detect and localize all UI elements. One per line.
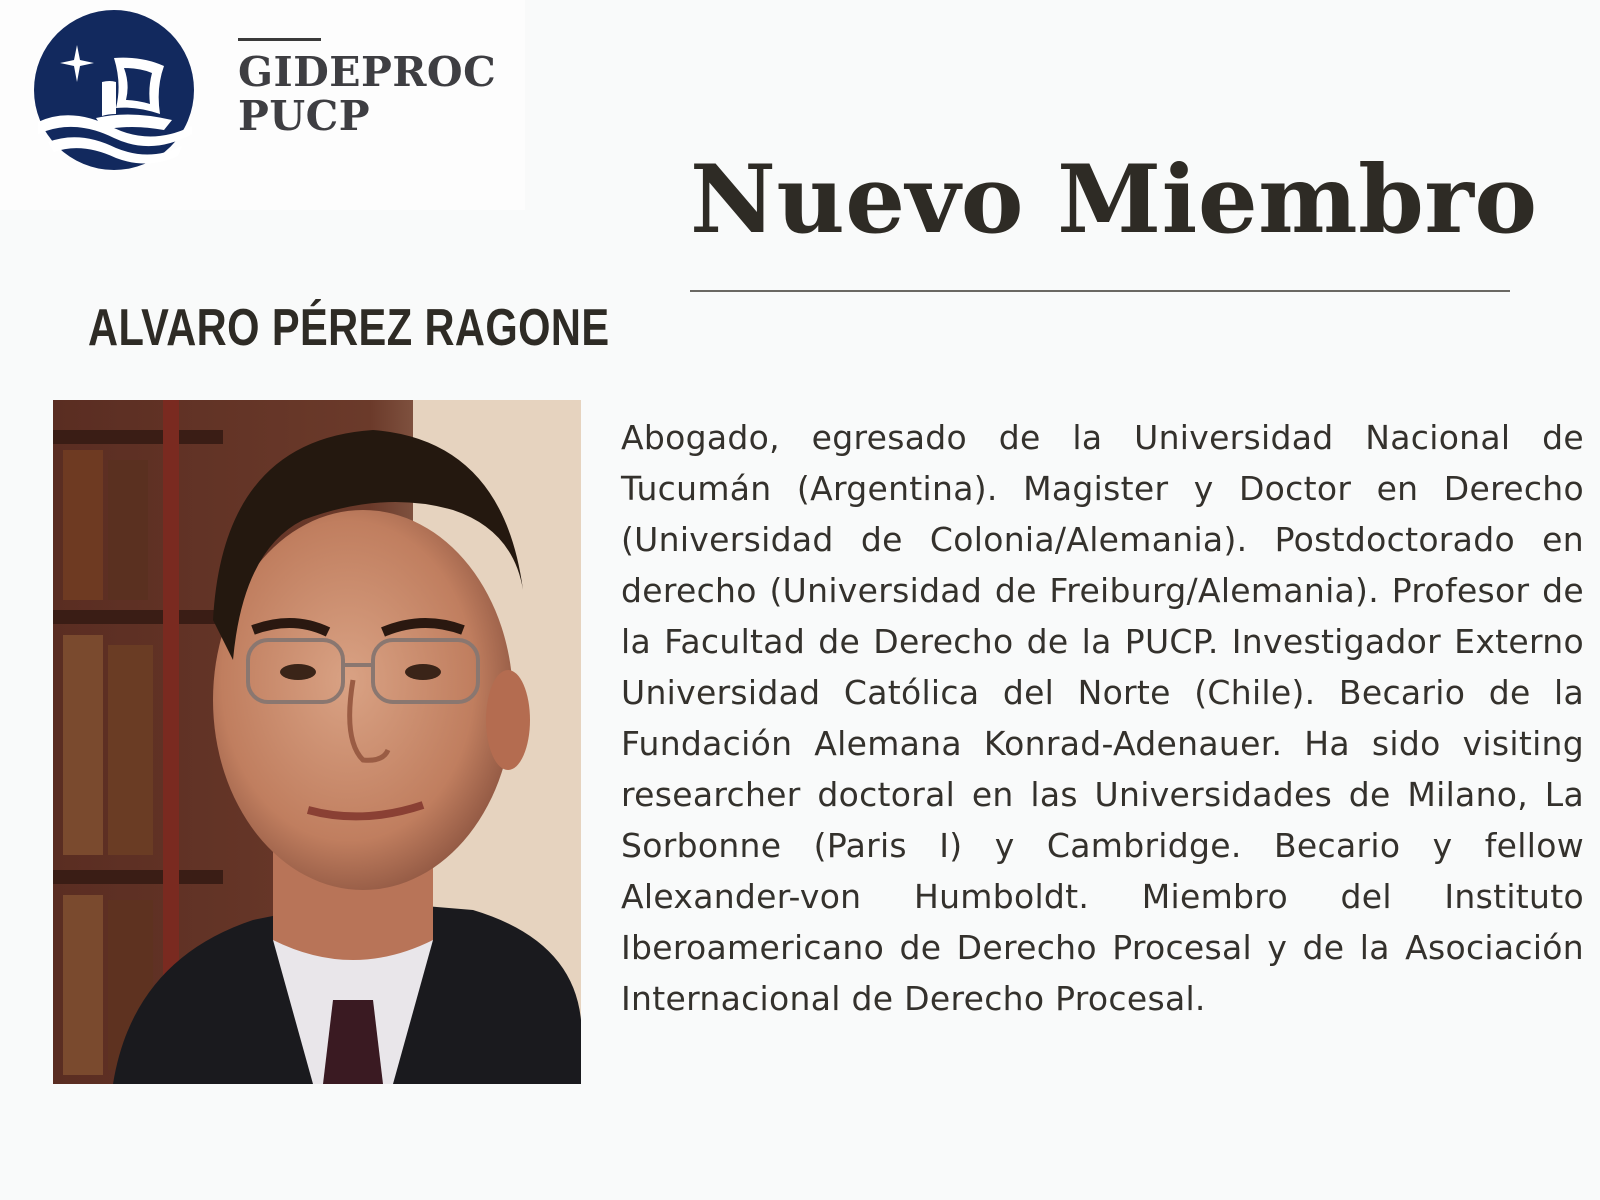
page-title: Nuevo Miembro — [690, 145, 1538, 255]
logo-divider — [238, 38, 321, 41]
ship-star-emblem-icon — [32, 10, 197, 175]
logo-block — [0, 0, 525, 210]
logo-line-2: PUCP — [238, 92, 371, 140]
member-name: ALVARO PÉREZ RAGONE — [88, 299, 610, 357]
logo-wordmark — [238, 50, 496, 138]
member-bio: Abogado, egresado de la Universidad Nacional de Tucumán (Argentina). Magister y Doctor en Derecho (Universidad de Colonia/Alemania). Postdoctorado en derecho (Universidad de Freiburg/Alemania). Profesor de la Facultad de Derecho de la PUCP. Investigador Externo Universidad Católica del Norte (Chile). Becario de la Fundación Alemana Konrad-Adenauer. Ha sido visiting researcher doctoral en las Universidades de Milano, La Sorbonne (Paris I) y Cambridge. Becario y fellow Alexander-von Humboldt. Miembro del Instituto Iberoamericano de Derecho Procesal y de la Asociación Internacional de Derecho Procesal. — [621, 418, 1584, 1018]
title-divider — [690, 290, 1510, 292]
logo-line-1: GIDEPROC — [238, 48, 497, 96]
portrait-photo — [53, 400, 581, 1084]
